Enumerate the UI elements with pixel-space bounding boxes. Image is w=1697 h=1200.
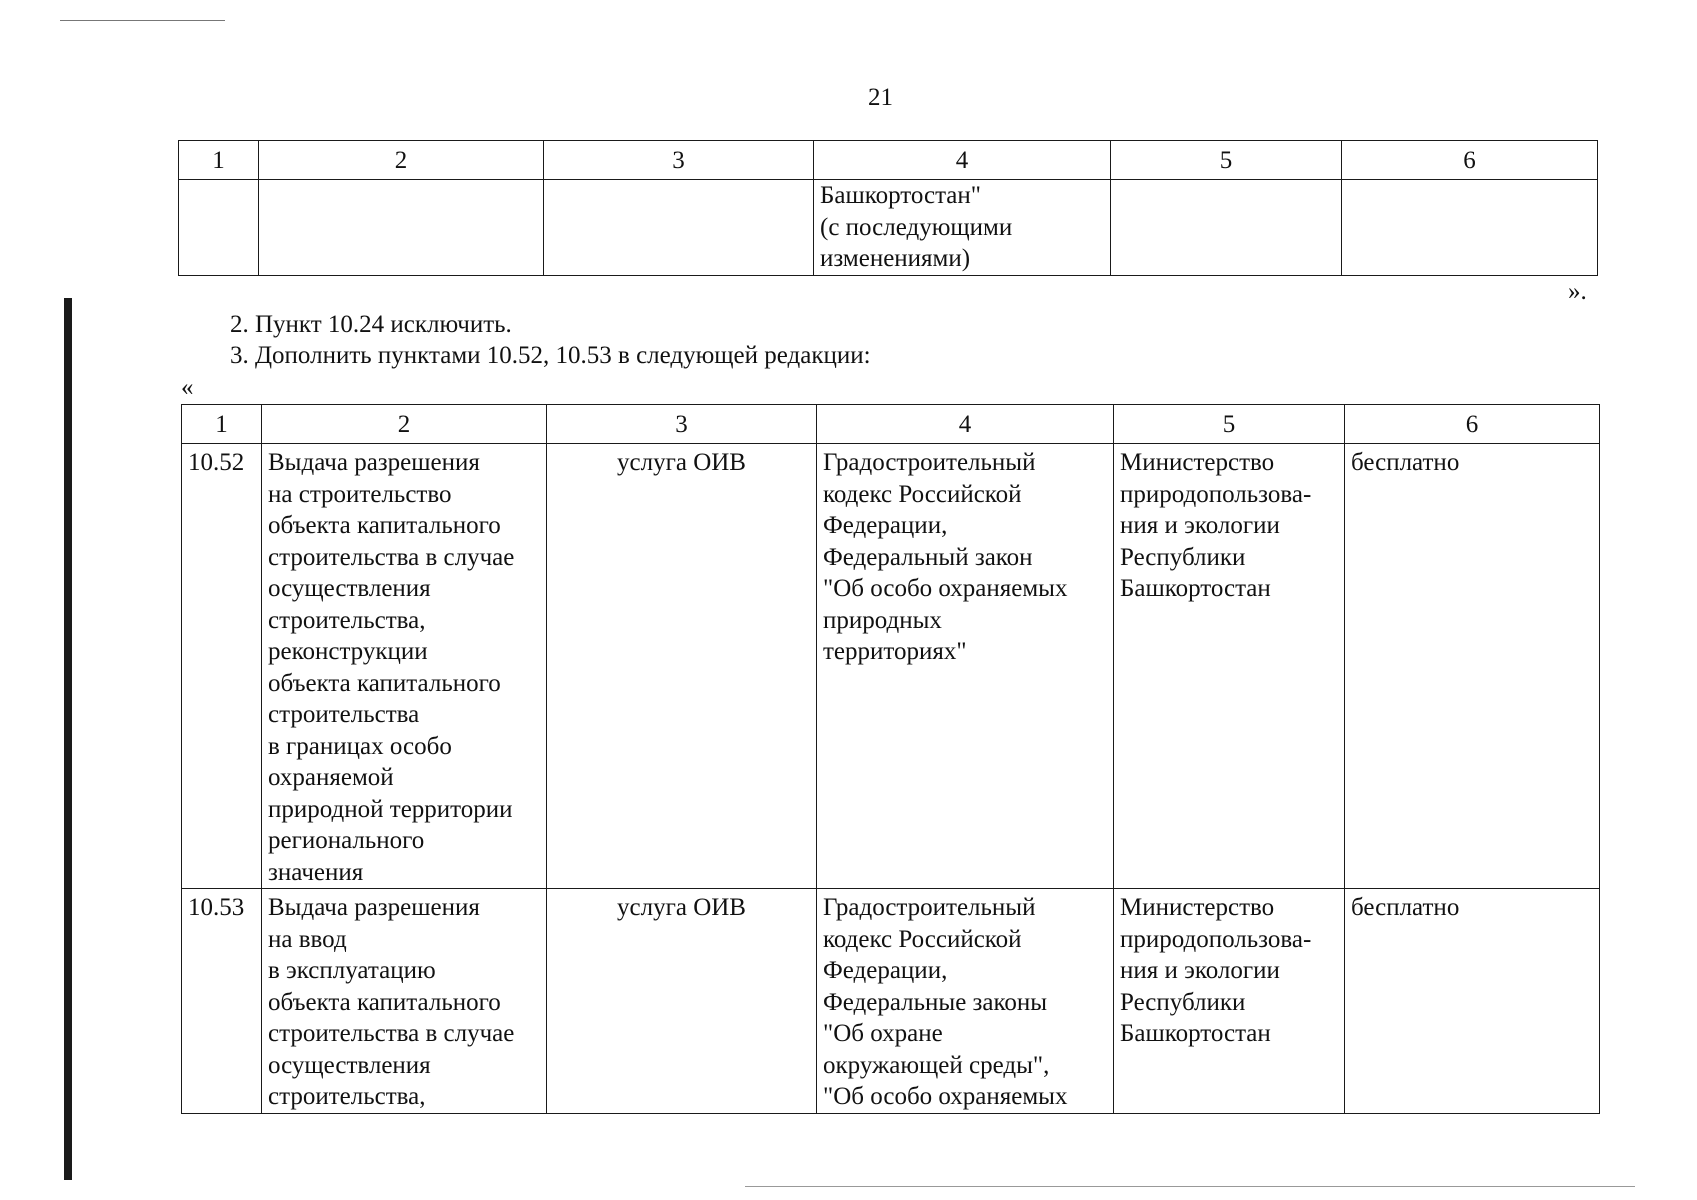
table-header-row bbox=[179, 141, 1598, 180]
cell-type bbox=[544, 180, 814, 276]
table-row bbox=[179, 180, 1598, 276]
header-cell: 1 bbox=[179, 141, 259, 180]
cell-authority: Министерство природопользова- ния и экологии Республики Башкортостан bbox=[1114, 889, 1345, 1114]
header-cell: 6 bbox=[1342, 141, 1598, 180]
amendment-table bbox=[181, 404, 1600, 1114]
cell-num bbox=[179, 180, 259, 276]
opening-quote: « bbox=[181, 374, 194, 401]
cell-fee: бесплатно bbox=[1345, 444, 1600, 889]
table-row bbox=[182, 444, 1600, 889]
cell-law: Башкортостан" (с последующими изменениями) bbox=[814, 180, 1111, 276]
cell-num: 10.53 bbox=[182, 889, 262, 1114]
continued-table bbox=[178, 140, 1598, 276]
header-cell: 4 bbox=[814, 141, 1111, 180]
header-cell: 3 bbox=[547, 405, 817, 444]
paragraph-item-2: 2. Пункт 10.24 исключить. bbox=[230, 311, 512, 338]
cell-type: услуга ОИВ bbox=[547, 444, 817, 889]
cell-type: услуга ОИВ bbox=[547, 889, 817, 1114]
cell-num: 10.52 bbox=[182, 444, 262, 889]
header-cell: 5 bbox=[1114, 405, 1345, 444]
cell-name bbox=[259, 180, 544, 276]
header-cell: 1 bbox=[182, 405, 262, 444]
closing-quote: ». bbox=[1568, 278, 1587, 305]
page-number: 21 bbox=[868, 84, 893, 111]
header-cell: 4 bbox=[817, 405, 1114, 444]
header-cell: 3 bbox=[544, 141, 814, 180]
cell-law: Градостроительный кодекс Российской Федерации, Федеральный закон "Об особо охраняемых природных территориях" bbox=[817, 444, 1114, 889]
paragraph-item-3: 3. Дополнить пунктами 10.52, 10.53 в следующей редакции: bbox=[230, 342, 871, 369]
cell-fee: бесплатно bbox=[1345, 889, 1600, 1114]
header-cell: 2 bbox=[262, 405, 547, 444]
header-cell: 2 bbox=[259, 141, 544, 180]
cell-authority bbox=[1111, 180, 1342, 276]
top-rule bbox=[60, 20, 225, 21]
table-row bbox=[182, 889, 1600, 1114]
cell-fee bbox=[1342, 180, 1598, 276]
cell-authority: Министерство природопользова- ния и экологии Республики Башкортостан bbox=[1114, 444, 1345, 889]
cell-law: Градостроительный кодекс Российской Федерации, Федеральные законы "Об охране окружающей среды", "Об особо охраняемых bbox=[817, 889, 1114, 1114]
scan-margin-bar bbox=[64, 298, 72, 1180]
header-cell: 5 bbox=[1111, 141, 1342, 180]
table-header-row bbox=[182, 405, 1600, 444]
bottom-rule bbox=[745, 1186, 1635, 1187]
cell-name: Выдача разрешения на строительство объекта капитального строительства в случае осуществления строительства, реконструкции объекта капитального строительства в границах особо охраняемой природной территории регионального значения bbox=[262, 444, 547, 889]
header-cell: 6 bbox=[1345, 405, 1600, 444]
cell-name: Выдача разрешения на ввод в эксплуатацию объекта капитального строительства в случае осуществления строительства, bbox=[262, 889, 547, 1114]
